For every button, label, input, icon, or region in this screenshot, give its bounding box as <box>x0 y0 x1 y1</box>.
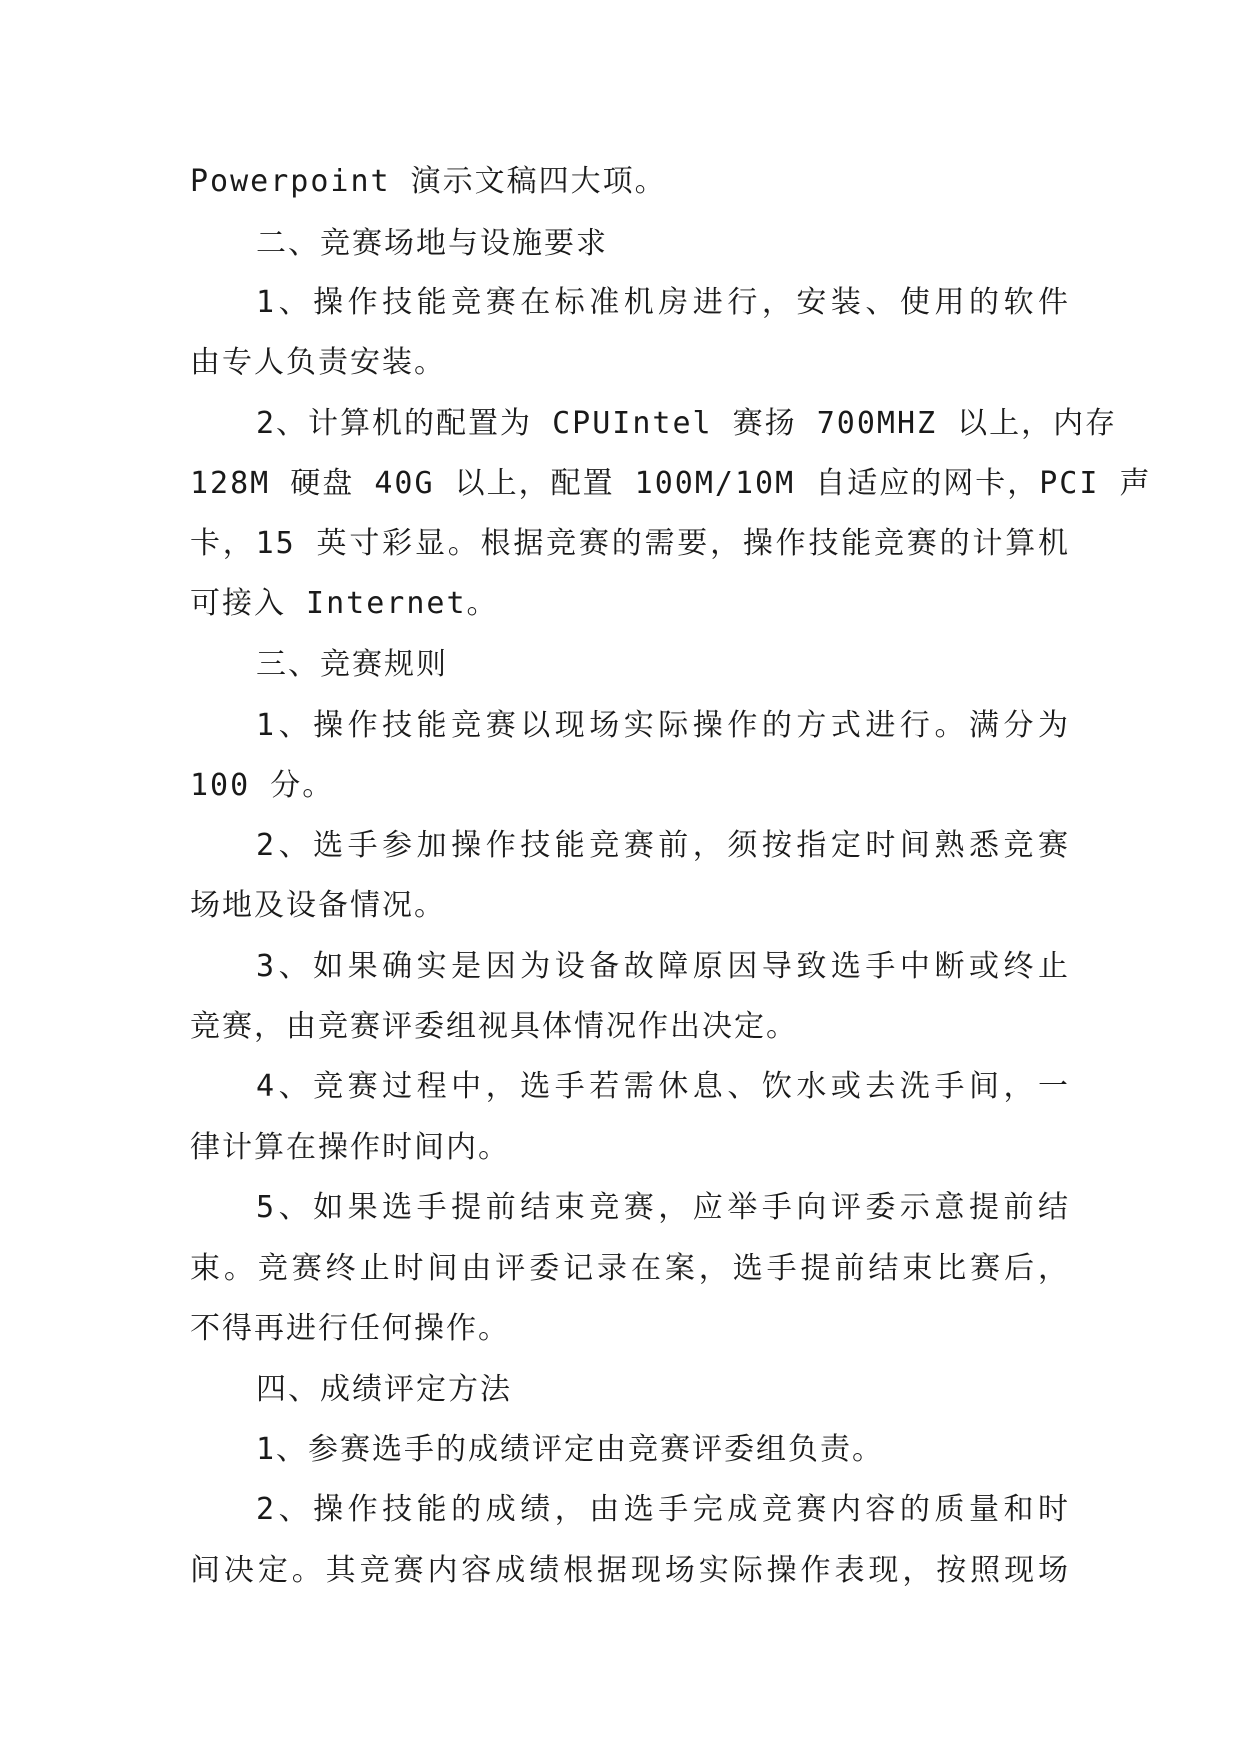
text-line: 由专人负责安装。 <box>190 345 446 380</box>
text-line: 1、操作技能竞赛在标准机房进行，安装、使用的软件 <box>256 285 1070 320</box>
section-heading: 二、竞赛场地与设施要求 <box>256 226 608 261</box>
text-line: 2、选手参加操作技能竞赛前，须按指定时间熟悉竞赛 <box>256 828 1070 863</box>
section-heading: 四、成绩评定方法 <box>256 1372 512 1407</box>
text-line: 4、竞赛过程中，选手若需休息、饮水或去洗手间，一 <box>256 1069 1070 1104</box>
text-line: 束。竞赛终止时间由评委记录在案，选手提前结束比赛后， <box>190 1251 1070 1286</box>
text-line: Powerpoint 演示文稿四大项。 <box>190 164 667 199</box>
text-line: 不得再进行任何操作。 <box>190 1311 510 1346</box>
text-line: 1、操作技能竞赛以现场实际操作的方式进行。满分为 <box>256 708 1070 743</box>
text-line: 间决定。其竞赛内容成绩根据现场实际操作表现，按照现场 <box>190 1553 1070 1588</box>
text-line: 5、如果选手提前结束竞赛，应举手向评委示意提前结 <box>256 1190 1070 1225</box>
text-line: 卡，15 英寸彩显。根据竞赛的需要，操作技能竞赛的计算机 <box>190 526 1070 561</box>
text-line: 可接入 Internet。 <box>190 586 499 621</box>
text-line: 律计算在操作时间内。 <box>190 1130 510 1165</box>
text-line: 1、参赛选手的成绩评定由竞赛评委组负责。 <box>256 1432 885 1467</box>
section-heading: 三、竞赛规则 <box>256 647 448 682</box>
text-line: 2、计算机的配置为 CPUIntel 赛扬 700MHZ 以上，内存 <box>256 406 1118 441</box>
text-line: 竞赛，由竞赛评委组视具体情况作出决定。 <box>190 1009 798 1044</box>
text-line: 3、如果确实是因为设备故障原因导致选手中断或终止 <box>256 949 1070 984</box>
text-line: 128M 硬盘 40G 以上，配置 100M/10M 自适应的网卡，PCI 声 <box>190 466 1152 501</box>
text-line: 100 分。 <box>190 768 335 803</box>
text-line: 场地及设备情况。 <box>190 888 446 923</box>
text-line: 2、操作技能的成绩，由选手完成竞赛内容的质量和时 <box>256 1492 1070 1527</box>
